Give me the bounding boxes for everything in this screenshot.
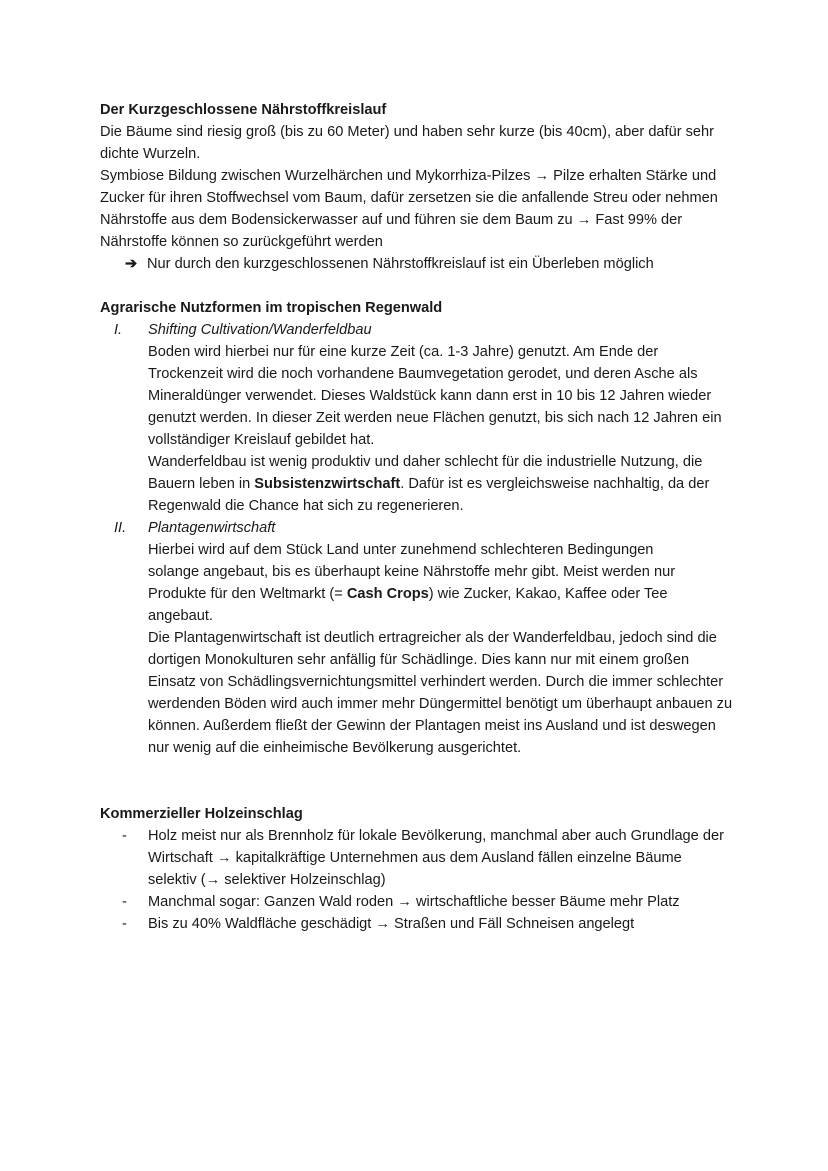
arrow-icon: ➔ <box>125 256 138 272</box>
bullet-dash: - <box>122 894 127 910</box>
paragraph-symbiose: Symbiose Bildung zwischen Wurzelhärchen und Mykorrhiza-Pilzes → Pilze erhalten Stärke und Zucker für ihren Stoffwechsel vom Baum, dafür zersetzen sie die anfallende Streu oder nehmen Nährstoffe aus dem Bodensickerwasser auf und führen sie dem Baum zu → Fast 99% der Nährstoffe können so zurückgeführt werden <box>100 168 718 250</box>
section-title-agrarische-nutzformen: Agrarische Nutzformen im tropischen Regenwald <box>100 300 443 316</box>
bullet-item-3: Bis zu 40% Waldfläche geschädigt → Straßen und Fäll Schneisen angelegt <box>148 916 635 932</box>
bullet-item-2: Manchmal sogar: Ganzen Wald roden → wirtschaftliche besser Bäume mehr Platz <box>148 894 680 910</box>
bullet-item-1: Holz meist nur als Brennholz für lokale Bevölkerung, manchmal aber auch Grundlage der Wirtschaft → kapitalkräftige Unternehmen aus dem Ausland fällen einzelne Bäume selektiv (→ selektiver Holzeinschlag) <box>148 828 724 888</box>
text-segment: Hierbei wird auf dem Stück Land unter zunehmend schlechteren Bedingungen solange angebaut, bis es überhaupt keine Nährstoffe mehr gibt. Meist werden nur Produkte für den Weltmarkt (= <box>148 542 676 602</box>
section-title-naehrstoffkreislauf: Der Kurzgeschlossene Nährstoffkreislauf <box>100 102 387 118</box>
paragraph-plantagen-1 <box>148 539 698 627</box>
term-subsistenzwirtschaft: Subsistenzwirtschaft <box>254 476 401 492</box>
bullet-dash: - <box>122 828 127 844</box>
paragraph-baeume: Die Bäume sind riesig groß (bis zu 60 Meter) und haben sehr kurze (bis 40cm), aber dafür sehr dichte Wurzeln. <box>100 124 715 162</box>
paragraph-wanderfeldbau-2 <box>148 451 733 517</box>
item-heading-wanderfeldbau: Shifting Cultivation/Wanderfeldbau <box>148 322 372 338</box>
paragraph-plantagen-2: Die Plantagenwirtschaft ist deutlich ertragreicher als der Wanderfeldbau, jedoch sind die dortigen Monokulturen sehr anfällig für Schädlinge. Dies kann nur mit einem großen Einsatz von Schädlingsvernichtungsmittel verhindert werden. Durch die immer schlechter werdenden Böden wird auch immer mehr Düngermittel benötigt um überhaupt anbauen zu können. Außerdem fließt der Gewinn der Plantagen meist ins Ausland und ist deswegen nur wenig auf die einheimische Bevölkerung ausgerichtet. <box>148 630 733 756</box>
text-segment: ) wie Zucker, Kakao, Kaffee oder Tee angebaut. <box>148 586 668 624</box>
conclusion-line <box>125 253 745 275</box>
section-title-holzeinschlag: Kommerzieller Holzeinschlag <box>100 806 303 822</box>
paragraph-wanderfeldbau-1: Boden wird hierbei nur für eine kurze Zeit (ca. 1-3 Jahre) genutzt. Am Ende der Trockenzeit wird die noch vorhandene Baumvegetation gerodet, und deren Asche als Mineraldünger verwendet. Dieses Waldstück kann dann erst in 10 bis 12 Jahren wieder genutzt werden. In dieser Zeit werden neue Flächen genutzt, bis sich nach 12 Jahren ein vollständiger Kreislauf gebildet hat. <box>148 344 722 448</box>
text-segment: . Dafür ist es vergleichsweise nachhaltig, da der Regenwald die Chance hat sich zu regenerieren. <box>148 476 710 514</box>
bullet-dash: - <box>122 916 127 932</box>
term-cash-crops: Cash Crops <box>346 586 429 602</box>
text-segment: Wanderfeldbau ist wenig produktiv und daher schlecht für die industrielle Nutzung, die Bauern leben in <box>148 454 703 492</box>
list-numeral-1: I. <box>114 322 123 338</box>
list-numeral-2: II. <box>114 520 127 536</box>
item-heading-plantagenwirtschaft: Plantagenwirtschaft <box>148 520 276 536</box>
conclusion-text: Nur durch den kurzgeschlossenen Nährstoffkreislauf ist ein Überleben möglich <box>147 256 654 272</box>
